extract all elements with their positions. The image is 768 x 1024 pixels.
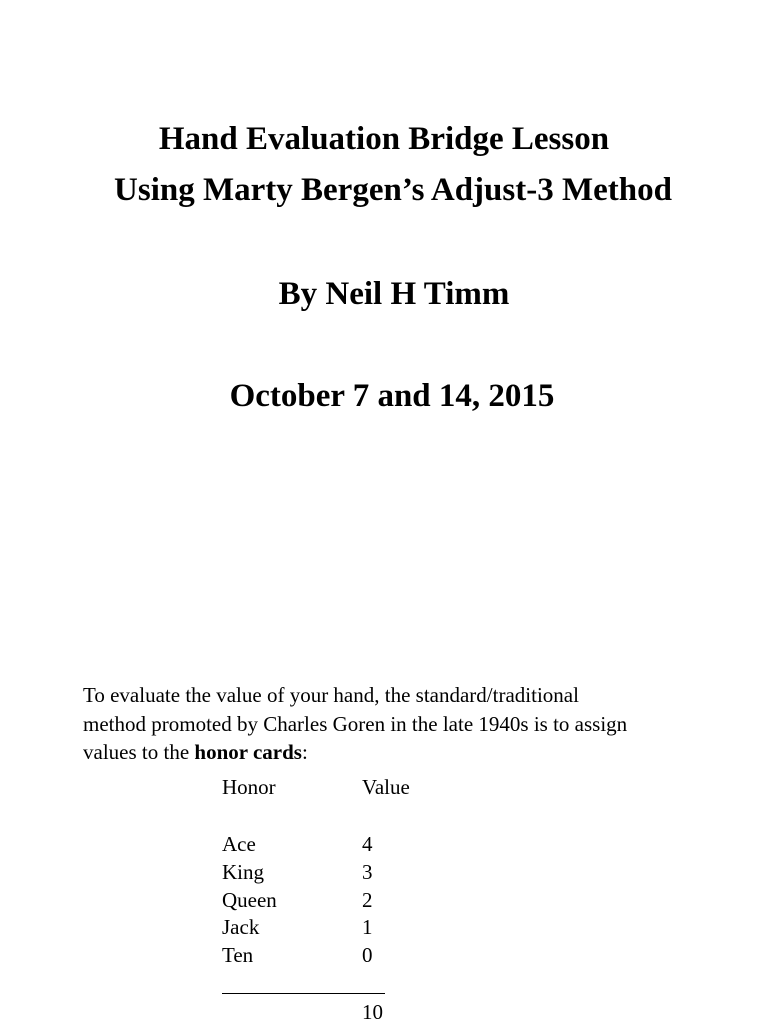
document-author: By Neil H Timm xyxy=(278,276,510,312)
honor-row-queen: Queen xyxy=(222,888,277,912)
honor-row-ace: Ace xyxy=(222,832,256,856)
document-date: October 7 and 14, 2015 xyxy=(229,378,555,414)
total-divider xyxy=(222,993,385,994)
honor-cards-emphasis: honor cards xyxy=(194,740,302,764)
intro-paragraph xyxy=(83,681,723,767)
intro-line-2: method promoted by Charles Goren in the late 1940s is to assign xyxy=(83,711,628,736)
honor-row-ten: Ten xyxy=(222,943,254,967)
total-value: 10 xyxy=(362,1000,383,1024)
intro-line-3 xyxy=(83,738,723,767)
honor-row-king: King xyxy=(222,860,264,884)
value-row-ten: 0 xyxy=(362,943,373,967)
intro-line-3-prefix: values to the xyxy=(83,740,195,764)
value-row-ace: 4 xyxy=(362,832,373,856)
intro-line-3-suffix: : xyxy=(301,740,308,764)
value-row-jack: 1 xyxy=(362,915,373,939)
honor-row-jack: Jack xyxy=(222,915,260,939)
value-row-queen: 2 xyxy=(362,888,373,912)
intro-line-1: To evaluate the value of your hand, the standard/traditional xyxy=(83,683,579,707)
document-title-line-1: Hand Evaluation Bridge Lesson xyxy=(158,121,610,157)
honor-column-header: Honor xyxy=(222,775,276,799)
value-column-header: Value xyxy=(362,775,410,799)
document-title-line-2: Using Marty Bergen’s Adjust-3 Method xyxy=(114,172,672,208)
value-row-king: 3 xyxy=(362,860,373,884)
